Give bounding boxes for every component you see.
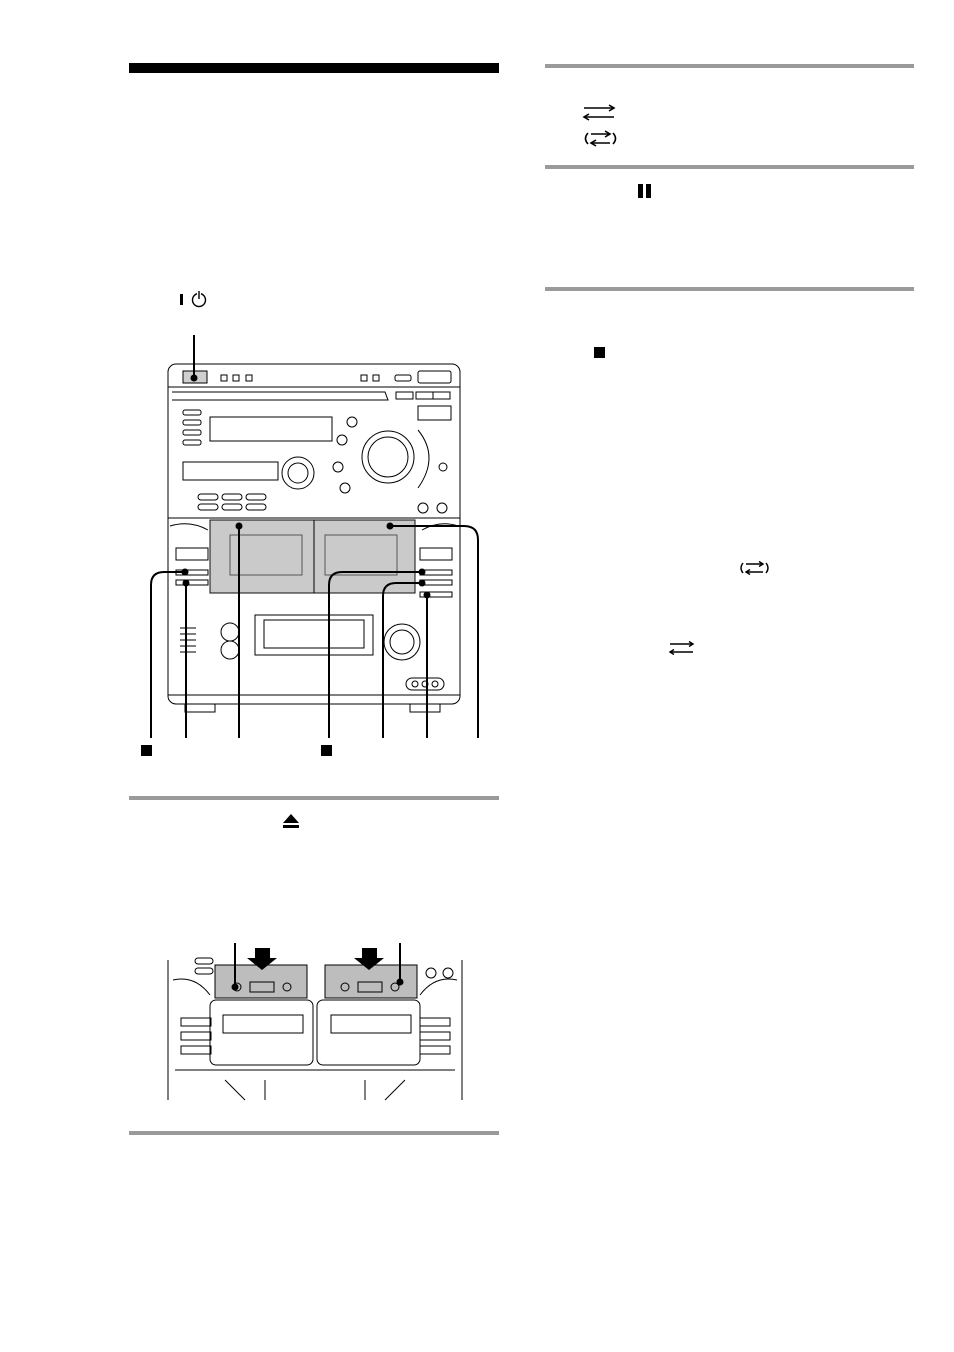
eject-icon [282, 812, 300, 830]
cassette-insert-illustration [165, 940, 465, 1105]
section-rule-notes [545, 287, 914, 291]
pause-icon [637, 183, 653, 199]
section-rule-bottom-left [129, 1131, 499, 1135]
section-rule-direction [545, 64, 914, 68]
stop-icon [321, 745, 332, 756]
stop-icon [141, 745, 152, 756]
direction-oneway-icon [582, 104, 618, 122]
direction-oneway-icon [668, 640, 696, 656]
power-icon [178, 290, 212, 310]
section-rule-pause [545, 165, 914, 169]
direction-relay-icon [582, 130, 620, 148]
section-rule-insert [129, 796, 499, 800]
stop-icon [594, 347, 605, 358]
section-rule-top-left [129, 63, 499, 73]
stereo-system-illustration [140, 330, 490, 745]
direction-relay-icon [738, 560, 772, 576]
